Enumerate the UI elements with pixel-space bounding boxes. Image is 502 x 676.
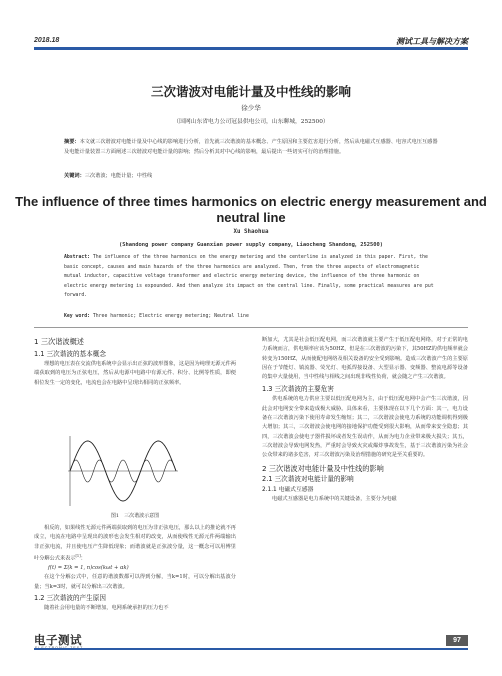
affiliation-cn: （国网山东省电力公司冠县供电公司，山东聊城，252500） xyxy=(173,119,329,125)
paragraph: 断加大，尤其是社会低压配电网，而三次谐波就主要产生于低压配电网络，对于正常的电力系统而言，供电频率应该为50HZ，但是在三次谐波的污染下，其50HZ的供电频率就会转变为150HZ，从而使配电网络及相关设备的安全受到影响。造成三次谐波产生的主要原因在于节能灯、镇流器、荧光灯、电弧焊接设备、大型显示器、变频器、整流电源等设备的集中大量使用，当中性线与相线之间出现非线性负荷，就会随之产生三次谐波。 xyxy=(262,337,468,381)
paper-title-en: The influence of three times harmonics on electric energy measurement and neutral line xyxy=(15,194,487,225)
page-number: 97 xyxy=(446,635,468,646)
paragraph: 电磁式互感器是电力系统中的关键设备，主要分为电磁 xyxy=(272,495,397,502)
issue-year: 2018.18 xyxy=(34,37,60,44)
left-column-bottom xyxy=(34,524,236,613)
keywords-cn xyxy=(64,172,438,182)
paragraph: 理想的电压表在交流供电系统中会显示出正弦的波形图象，这是因为纯理无源元件两端获取到的电压为正弦电压，然后从电源中电路中有源元件、积分、比例等性质，即便相位发生一定的变化，电流也会在电路中呈现出相同的正弦频率。 xyxy=(34,361,236,386)
waveform-svg xyxy=(62,432,182,510)
author-en: Xu Shaohua xyxy=(233,229,269,235)
section-heading-2: 2 三次谐波对电能计量及中性线的影响 xyxy=(262,463,384,473)
keywords-cn-label: 关键词： xyxy=(64,173,85,179)
section-divider xyxy=(34,327,468,328)
citation-ref: [1] xyxy=(75,553,81,558)
abstract-en-text: The influence of the three harmonics on the energy metering and the centerline is analyzed in this paper. First, the basic concept, causes and main hazards of the three harmonics are analyzed. Then, from the three aspects of electromagnetic mutual inductor, capacitive voltage transformer and electric energy metering device, the influence of the three harmonic on electric energy metering is expounded. And then analyze its impact on the central line. Finally, some practical measures are put forward. xyxy=(64,255,434,299)
subsection-heading-1-1: 1.1 三次谐波的基本概念 xyxy=(34,350,106,358)
header-rule xyxy=(34,47,468,50)
keywords-en-text: Three harmonic; Electric energy metering; Neutral line xyxy=(90,314,249,319)
affiliation-en: (Shandong power company Guanxian power supply company，Liaocheng Shandong，252500) xyxy=(119,242,383,248)
paragraph xyxy=(34,524,236,564)
paragraph: 随着社会用电量的不断增加，电网系统承担的压力也不 xyxy=(44,604,169,611)
abstract-cn xyxy=(64,138,438,157)
author-cn: 徐少华 xyxy=(241,104,261,112)
abstract-en xyxy=(64,253,438,301)
subsection-heading-1-3: 1.3 三次谐波的主要危害 xyxy=(262,385,334,394)
right-column xyxy=(262,336,468,504)
subsection-heading-1-2: 1.2 三次谐波的产生原因 xyxy=(34,593,106,602)
subsection-heading-2-1: 2.1 三次谐波对电能计量的影响 xyxy=(262,474,354,483)
paragraph: 在这个分解公式中，任意的谐波数都可以得到分解，当k=1时，可以分解出基波分量；当k=3时，就可以分解出三次谐波。 xyxy=(34,574,236,590)
fourier-formula: f(t) = Σ(k = 1, n)cos(kωt + αk) xyxy=(48,564,129,571)
footer-rule xyxy=(34,648,468,650)
keywords-en-label: Key word: xyxy=(64,314,90,319)
paragraph-text: 相反的，如果线性无源元件两端获取到的电压为非正弦电压，那么以上的推论就不再成立，电流在电路中呈现出的波形也会发生相对的改变，从而使线性无源元件两端输出非正弦电流，并且使电压产生降低现象；而谐波就是正弦波分量，这一概念可以用傅里叶分解公式来表示 xyxy=(34,525,236,562)
abstract-en-label: Abstract: xyxy=(64,255,90,260)
harmonic-waveform-figure xyxy=(62,432,182,510)
journal-logo: 电子测试 xyxy=(34,633,82,647)
paper-title-cn: 三次谐波对电能计量及中性线的影响 xyxy=(150,84,351,99)
left-column-top xyxy=(34,336,236,388)
keywords-cn-text: 三次谐波；电能计量；中性线 xyxy=(84,173,153,179)
abstract-cn-text: 本文就三次谐波对电能计量及中心线的影响进行分析，首先就三次谐波的基本概念、产生原因和主要危害进行分析，然后从电磁式互感器、电容式电压互感器及电能计量装置三方面阐述三次谐波对电能计量的影响；然后分析其对中心线的影响，最后提出一些切实可行的治理措施。 xyxy=(64,139,438,155)
column-title: 测试工具与解决方案 xyxy=(396,37,468,46)
figure-caption: 图1 三次谐波示意图 xyxy=(110,513,160,519)
section-heading-1: 1 三次谐波概述 xyxy=(34,337,84,346)
keywords-en xyxy=(64,312,438,322)
abstract-cn-label: 摘要： xyxy=(64,139,80,145)
subsubsection-heading-2-1-1: 2.1.1 电磁式互感器 xyxy=(262,486,314,493)
paragraph-text-end: ： xyxy=(80,555,86,562)
paragraph: 供电系统的电力供应主要以低压配电网为主，由于低压配电网中会产生三次谐波，因此会对电网安全带来造成极大威胁。具体来看，主要体现在以下几个方面：其一，电力设备在三次谐波污染下使用寿命发生缩短；其二，三次谐波会使电力系统的功能调机得到极大增加；其三，三次谐波会使电网的接地保护功能受到很大影响，从而带来安全隐患；其四，三次谐波会使电子器件损坏或者发生误动作，从而为电力企业带来极大损失；其五，三次谐波会导致电网发热，严重时会导致火灾或爆炸事故发生，基于三次谐波污染为社会公众带来的诸多危害，对三次谐波污染及治理措施的研究是至关重要的。 xyxy=(262,396,468,459)
